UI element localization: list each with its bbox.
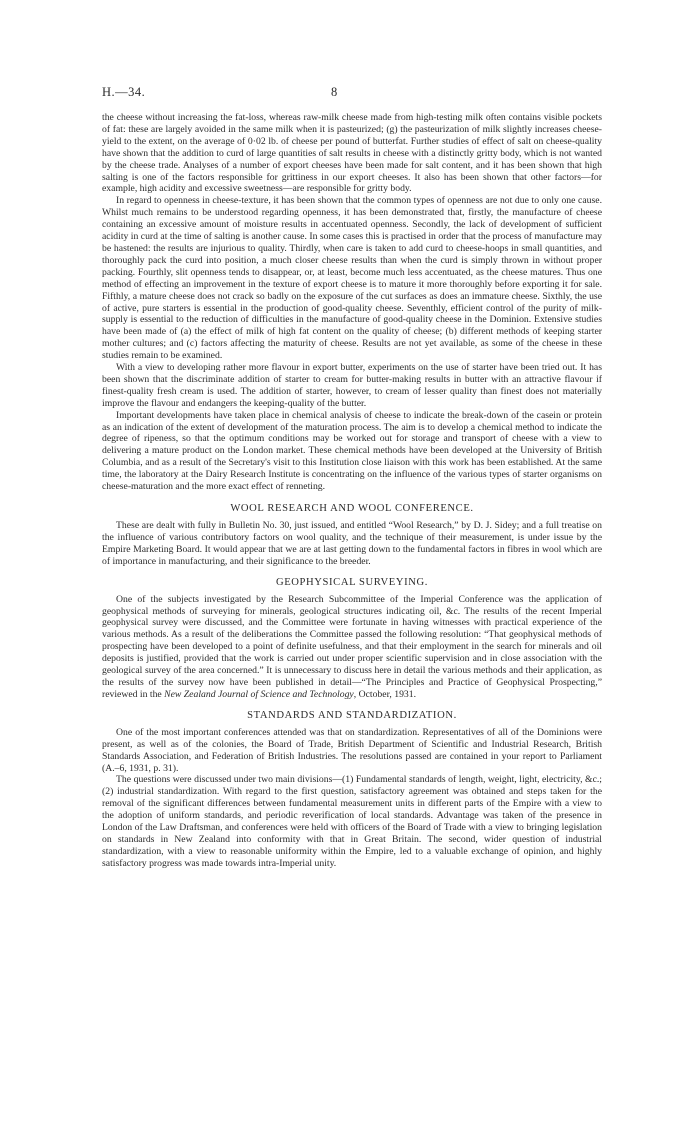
heading-standards: STANDARDS AND STANDARDIZATION. xyxy=(247,709,457,721)
paragraph-wool-research: These are dealt with fully in Bulletin No. 30, just issued, and entitled “Wool Research,” by D. J. Sidey; and a full treatise on the influence of various contributory factors on wool quality, and the technique of their measurement, is under issue by the Empire Marketing Board. It would appear that we are at last getting down to the fundamental factors in fibres in wool which are of importance in manufacturing, and their significance to the breeder. xyxy=(102,520,602,567)
paragraph-chemical-analysis: Important developments have taken place in chemical analysis of cheese to indicate the break-down of the casein or protein as an indication of the extent of development of the maturation process. The aim is to develop a chemical method to indicate the degree of ripeness, so that the optimum conditions may be worked out for storage and transport of cheese with a view to delivering a mature product on the London market. These chemical methods have been developed at the University of British Columbia, and as a result of the Secretary's visit to this Institution close liaison with this work has been established. At the same time, the laboratory at the Dairy Research Institute is concentrating on the influence of the various types of starter organisms on cheese-maturation and the more exact effect of renneting. xyxy=(102,409,602,493)
paragraph-butter-starter: With a view to developing rather more flavour in export butter, experiments on the use of starter have been tried out. It has been shown that the discriminate addition of starter to cream for butter-making results in butter with an attractive flavour if finest-quality fresh cream is used. The addition of starter, however, to cream of lesser quality than finest does not materially improve the flavour and endangers the keeping-quality of the butter. xyxy=(102,362,602,409)
heading-geophysical-surveying: GEOPHYSICAL SURVEYING. xyxy=(275,576,429,588)
page-number: 8 xyxy=(331,85,338,99)
heading-wool-research: WOOL RESEARCH AND WOOL CONFERENCE. xyxy=(230,503,474,514)
paragraph-standards-conference: One of the most important conferences attended was that on standardization. Representatives of all of the Dominions were present, as well as of the colonies, the Board of Trade, British Department of Scientific and Industrial Research, British Standards Association, and Federation of British Industries. The resolutions passed are contained in your report to Parliament (A.–6, 1931, p. 31). xyxy=(102,726,602,774)
paragraph-standards-questions: The questions were discussed under two main divisions—(1) Fundamental standards of length, weight, light, electricity, &c.; (2) industrial standardization. With regard to the first question, satisfactory agreement was obtained and steps taken for the removal of the significant differences between fundamental measurement units in different parts of the Empire with a view to the adoption of uniform standards, and periodic reverification of local standards. Advantage was taken of the presence in London of the Law Draftsman, and conferences were held with officers of the Board of Trade with a view to bringing legislation on standards in New Zealand into conformity with that in Great Britain. The second, wider question of industrial standardization, with a view to reasonable uniformity within the Empire, led to a valuable exchange of opinion, and highly satisfactory progress was made towards intra-Imperial unity. xyxy=(102,774,602,869)
paragraph-geophysical-end: , October, 1931. xyxy=(353,688,417,700)
paragraph-geophysical-text: One of the subjects investigated by the Research Subcommittee of the Imperial Conference was the application of geophysical methods of surveying for minerals, geological structures indicating oil, &c. The results of the recent Imperial geophysical survey were discussed, and the Committee were fortunate in having witnesses with practical experience of the various methods. As a result of the deliberations the Committee passed the following resolution: “That geophysical methods of prospecting have been developed to a point of definite usefulness, and that their employment in the search for minerals and oil deposits is justified, provided that the work is carried out under proper scientific supervision and in close association with the geological survey of the area concerned.” It is unnecessary to discuss here in detail the various methods and their application, as the results of the survey now have been published in detail—“The Principles and Practice of Geophysical Prospecting,” reviewed in the xyxy=(102,593,602,700)
page-header xyxy=(102,85,602,103)
document-reference: H.—34. xyxy=(102,85,146,99)
paragraph-geophysical xyxy=(102,594,602,701)
journal-title: New Zealand Journal of Science and Technology xyxy=(164,688,354,700)
page-body xyxy=(102,112,602,870)
paragraph-cheese-fat: the cheese without increasing the fat-loss, whereas raw-milk cheese made from high-testing milk often contains visible pockets of fat: these are largely avoided in the same milk when it is pasteurized; (g) the pasteurization of milk slightly increases cheese-yield to the extent, on the average of 0·02 lb. of cheese per pound of butterfat. Further studies of effect of salt on cheese-quality have shown that the addition to curd of large quantities of salt results in cheese with a distinctly gritty body, which is not wanted by the cheese trade. Analyses of a number of export cheeses have been made for salt content, and it has been shown that high salting is one of the factors responsible for grittiness in our export cheeses. It also has been shown that other factors—for example, high acidity and excessive sweetness—are responsible for gritty body. xyxy=(102,112,602,195)
paragraph-openness: In regard to openness in cheese-texture, it has been shown that the common types of openness are not due to only one cause. Whilst much remains to be understood regarding openness, it has been demonstrated that, firstly, the manufacture of cheese containing an excessive amount of moisture results in accentuated openness. Secondly, the lack of development of sufficient acidity in curd at the time of salting is another cause. In some cases this is practised in order that the process of manufacture may be hastened: the results are injurious to quality. Thirdly, when care is taken to add curd to cheese-hoops in small quantities, and thoroughly pack the curd into position, a much closer cheese results than when the curd is simply thrown in without proper packing. Fourthly, slit openness tends to disappear, or, at least, become much less accentuated, as the cheese matures. Thus one method of effecting an improvement in the texture of export cheese is to mature it more thoroughly before exporting it for sale. Fifthly, a mature cheese does not crack so badly on the exposure of the cut surfaces as does an immature cheese. Sixthly, the use of active, pure starters is essential in the production of good-quality cheese. Seventhly, efficient control of the purity of milk-supply is essential to the reduction of difficulties in the manufacture of good-quality cheese in the Dominion. Extensive studies have been made of (a) the effect of milk of high fat content on the quality of cheese; (b) different methods of keeping starter mother cultures; and (c) factors affecting the maturity of cheese. Results are not yet available, as some of the cheese in these studies remain to be examined. xyxy=(102,195,602,362)
